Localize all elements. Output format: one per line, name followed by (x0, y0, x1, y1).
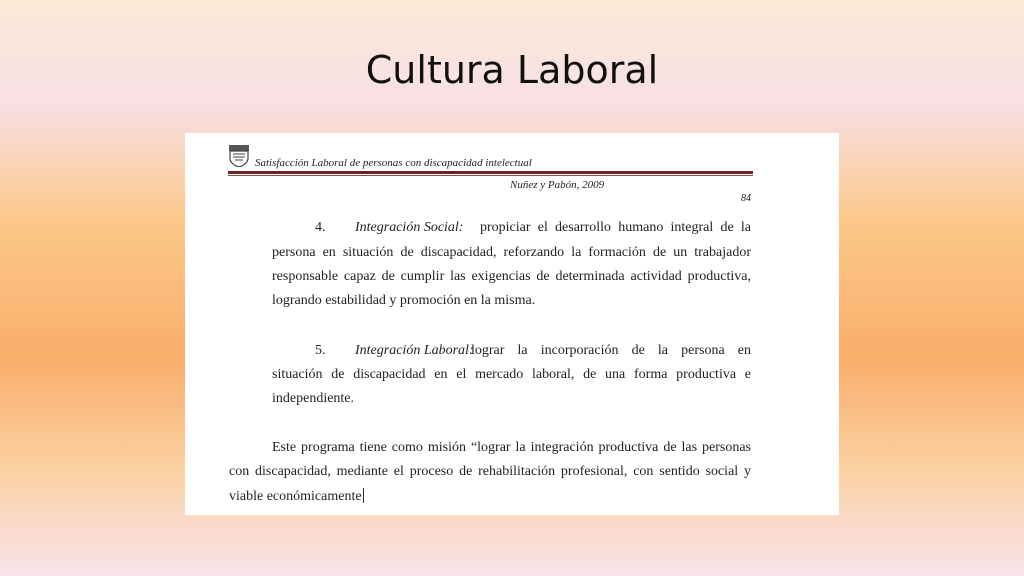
item5-number: 5. (315, 343, 326, 358)
item5-term: Integración Laboral: (355, 343, 474, 358)
item4-line1: propiciar el desarrollo humano integral de la (480, 220, 751, 235)
header-rule (228, 171, 753, 174)
document-header-title: Satisfacción Laboral de personas con discapacidad intelectual (255, 157, 532, 169)
university-shield-icon (229, 145, 249, 167)
text-cursor (363, 488, 364, 503)
document-page-number: 84 (741, 193, 751, 204)
header-rule-thin (228, 175, 753, 176)
item5-line3: independiente. (272, 391, 355, 406)
document-header-authors: Nuñez y Pabón, 2009 (510, 179, 605, 191)
item4-term: Integración Social: (355, 220, 464, 235)
mission-line3-text: viable económicamente (229, 489, 362, 504)
mission-line1: Este programa tiene como misión “lograr la integración productiva de las personas (272, 440, 751, 455)
mission-line2: con discapacidad, mediante el proceso de rehabilitación profesional, con sentido social y (229, 464, 751, 479)
slide-title: Cultura Laboral (365, 48, 659, 92)
item4-number: 4. (315, 220, 326, 235)
document-page (185, 133, 839, 515)
item5-line2: situación de discapacidad en el mercado laboral, de una forma productiva e (272, 367, 751, 382)
item4-line3: responsable capaz de cumplir las exigencias de determinada actividad productiva, (272, 269, 751, 284)
item4-line2: persona en situación de discapacidad, reforzando la formación de un trabajador (272, 245, 751, 260)
item4-line4: logrando estabilidad y promoción en la misma. (272, 293, 536, 308)
mission-line3 (229, 488, 364, 505)
item5-line1: lograr la incorporación de la persona en (471, 343, 751, 358)
